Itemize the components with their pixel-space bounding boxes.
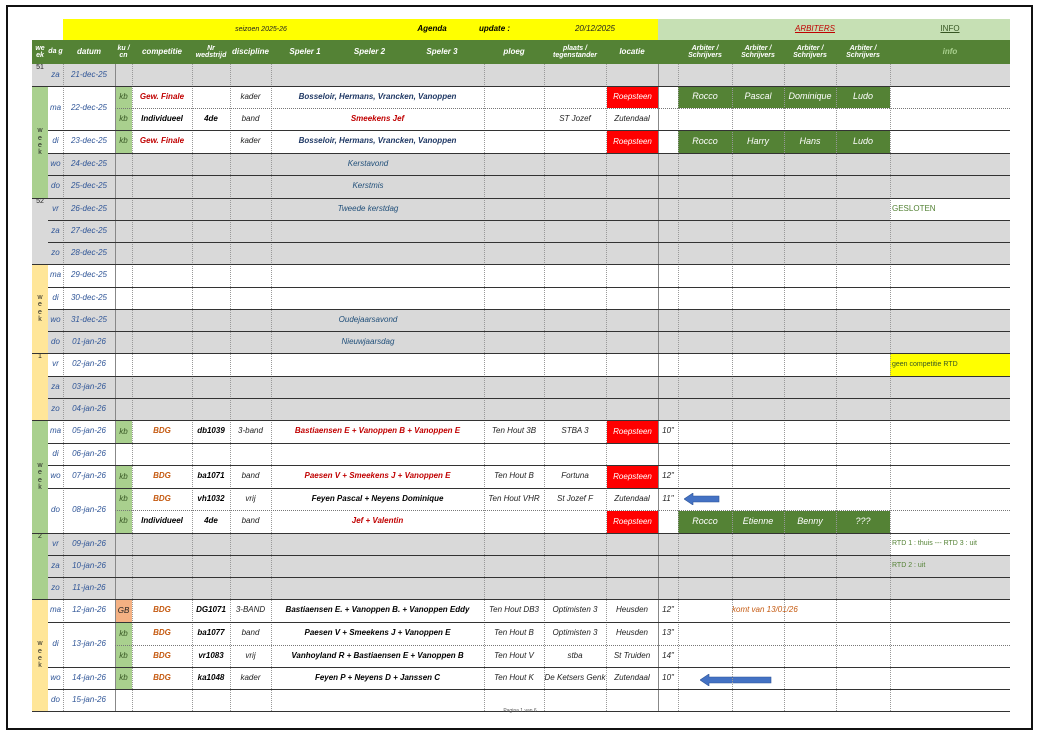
time-cell: 12" — [662, 471, 674, 481]
week-number: 52 — [32, 198, 48, 264]
arbiter-cell: Ludo — [836, 86, 890, 108]
grid-line — [544, 64, 545, 711]
competitie-cell: BDG — [153, 426, 171, 436]
week-label: w e e k — [32, 264, 48, 353]
info-title: INFO — [940, 23, 960, 33]
grid-line — [48, 130, 1010, 131]
location-cell: Roepsteen — [607, 466, 658, 488]
grid-line — [32, 533, 1010, 534]
players-cell: Paesen V + Smeekens J + Vanoppen E — [304, 628, 451, 638]
day-cell: vr — [52, 359, 59, 369]
nr-cell: vh1032 — [197, 493, 225, 503]
nr-cell: ba1071 — [197, 471, 225, 481]
day-cell: di — [52, 639, 59, 649]
grid-line — [32, 86, 1010, 87]
week-number: 51 — [32, 64, 48, 86]
discipline-cell: band — [241, 628, 260, 638]
discipline-cell: kader — [240, 91, 261, 101]
discipline-cell: band — [241, 113, 260, 123]
grid-line — [48, 309, 1010, 310]
arbiter-cell: Benny — [784, 511, 836, 533]
ku-cell: kb — [115, 86, 132, 108]
ku-cell: kb — [115, 488, 132, 510]
competitie-cell: BDG — [153, 650, 171, 660]
grid-line — [48, 220, 1010, 221]
date-cell: 27-dec-25 — [70, 225, 108, 235]
top-left-yellow — [63, 19, 115, 40]
info-cell: RTD 2 : uit — [892, 562, 926, 570]
col-arb-3: Arbiter / Schrijvers — [784, 40, 836, 64]
grid-line — [115, 108, 1010, 109]
day-cell: ma — [49, 605, 62, 615]
discipline-cell: band — [241, 516, 260, 526]
grid-line — [48, 376, 1010, 377]
ploeg-cell: Ten Hout B — [494, 471, 534, 481]
arrow-left-icon — [700, 674, 772, 686]
competitie-cell: Gew. Finale — [139, 136, 185, 146]
grid-line — [48, 555, 1010, 556]
info-cell: RTD 1 : thuis --- RTD 3 : uit — [892, 540, 977, 548]
location-cell: Roepsteen — [607, 421, 658, 443]
event-label: Nieuwjaarsdag — [341, 336, 395, 346]
week-number: 2 — [32, 533, 48, 599]
date-cell: 04-jan-26 — [72, 403, 106, 413]
competitie-cell: BDG — [153, 493, 171, 503]
week-number: 1 — [32, 353, 48, 420]
nr-cell: 4de — [204, 516, 218, 526]
arbiter-cell: Harry — [732, 131, 784, 153]
arbiter-cell: Rocco — [678, 86, 732, 108]
grid-line — [230, 64, 231, 711]
ku-cell: kb — [115, 421, 132, 443]
date-cell: 24-dec-25 — [70, 158, 108, 168]
date-cell: 06-jan-26 — [72, 448, 106, 458]
day-cell: vr — [52, 538, 59, 548]
week-label: w e e k — [32, 420, 48, 533]
date-cell: 25-dec-25 — [70, 181, 108, 191]
row-bg — [48, 198, 890, 264]
time-cell: 12" — [662, 605, 674, 615]
day-cell: vr — [52, 203, 59, 213]
date-cell: 15-jan-26 — [72, 694, 106, 704]
grid-line — [48, 622, 1010, 623]
grid-line — [115, 510, 1010, 511]
row-bg — [48, 533, 890, 555]
grid-line — [48, 488, 1010, 489]
plaats-cell: Optimisten 3 — [552, 605, 598, 615]
competitie-cell: BDG — [153, 471, 171, 481]
grid-line — [48, 689, 1010, 690]
plaats-cell: ST Jozef — [559, 113, 591, 123]
grid-line — [658, 64, 659, 711]
plaats-cell: Fortuna — [561, 471, 589, 481]
day-cell: ma — [49, 270, 62, 280]
page-footer: Pagina 1 van 6 — [503, 708, 537, 715]
col-datum: datum — [63, 40, 115, 64]
col-speler2: Speler 2 — [339, 40, 400, 64]
day-cell: zo — [51, 403, 60, 413]
date-cell: 05-jan-26 — [72, 426, 106, 436]
location-cell: St Truiden — [613, 650, 651, 660]
grid-line — [678, 64, 679, 711]
date-cell: 01-jan-26 — [72, 336, 106, 346]
players-cell: Bastiaensen E. + Vanoppen B. + Vanoppen Eddy — [285, 605, 470, 615]
col-time — [658, 40, 678, 64]
ploeg-cell: Ten Hout DB3 — [489, 605, 539, 615]
ku-cell: kb — [115, 668, 132, 689]
grid-line — [48, 153, 1010, 154]
week-label: w e e k — [32, 599, 48, 711]
time-cell: 10" — [662, 426, 674, 436]
arbiter-cell: Rocco — [678, 511, 732, 533]
date-cell: 12-jan-26 — [72, 605, 106, 615]
ku-cell: kb — [115, 510, 132, 533]
day-cell: di — [52, 292, 59, 302]
grid-line — [32, 353, 1010, 354]
ploeg-cell: Ten Hout V — [494, 650, 534, 660]
grid-line — [63, 64, 64, 711]
discipline-cell: band — [241, 471, 260, 481]
time-cell: 10" — [662, 672, 674, 682]
info-cell: geen competitie RTD — [890, 354, 1010, 376]
grid-line — [115, 64, 116, 711]
col-arb-1: Arbiter / Schrijvers — [678, 40, 732, 64]
day-cell: wo — [50, 471, 61, 481]
col-week: we ek — [32, 40, 48, 64]
arbiter-cell: ??? — [836, 511, 890, 533]
col-speler3: Speler 3 — [400, 40, 484, 64]
arbiter-cell: Dominique — [784, 86, 836, 108]
date-cell: 26-dec-25 — [70, 203, 108, 213]
grid-line — [48, 465, 1010, 466]
agenda-label: Agenda — [407, 19, 457, 40]
grid-line — [784, 64, 785, 711]
ku-cell: kb — [115, 623, 132, 645]
day-cell: do — [51, 336, 60, 346]
ku-cell: GB — [115, 600, 132, 622]
day-cell: do — [51, 505, 60, 515]
col-dag: da g — [48, 40, 63, 64]
date-cell: 29-dec-25 — [70, 270, 108, 280]
discipline-cell: kader — [240, 672, 261, 682]
day-cell: zo — [51, 247, 60, 257]
date-cell: 28-dec-25 — [70, 247, 108, 257]
grid-line — [192, 64, 193, 711]
discipline-cell: vrij — [245, 493, 256, 503]
nr-cell: db1039 — [197, 426, 225, 436]
location-cell: Heusden — [615, 605, 649, 615]
season-label: seizoen 2025-26 — [115, 19, 407, 40]
day-cell: di — [52, 448, 59, 458]
players-cell: Jef + Valentin — [351, 516, 404, 526]
location-cell: Heusden — [615, 628, 649, 638]
grid-line — [32, 599, 1010, 600]
grid-line — [48, 443, 1010, 444]
plaats-cell: De Ketsers Genk — [544, 672, 606, 682]
time-cell: 14" — [662, 650, 674, 660]
grid-line — [732, 64, 733, 711]
date-cell: 02-jan-26 — [72, 359, 106, 369]
date-cell: 03-jan-26 — [72, 381, 106, 391]
competitie-cell: BDG — [153, 605, 171, 615]
grid-line — [271, 64, 272, 711]
date-cell: 21-dec-25 — [70, 69, 108, 79]
day-cell: zo — [51, 582, 60, 592]
location-cell: Roepsteen — [607, 86, 658, 108]
grid-line — [48, 175, 1010, 176]
location-cell: Zutendaal — [614, 113, 650, 123]
plaats-cell: Optimisten 3 — [552, 628, 598, 638]
grid-line — [606, 64, 607, 711]
col-discipline: discipline — [230, 40, 271, 64]
players-cell: Vanhoyland R + Bastiaensen E + Vanoppen B — [291, 650, 464, 660]
day-cell: wo — [50, 314, 61, 324]
day-cell: ma — [49, 426, 62, 436]
col-nr: Nr wedstrijd — [192, 40, 230, 64]
day-cell: do — [51, 181, 60, 191]
ploeg-cell: Ten Hout VHR — [488, 493, 540, 503]
ku-cell: kb — [115, 645, 132, 667]
update-date: 20/12/2025 — [532, 19, 658, 40]
time-cell: 13" — [662, 628, 674, 638]
day-cell: za — [51, 69, 60, 79]
day-cell: wo — [50, 672, 61, 682]
col-speler1: Speler 1 — [271, 40, 339, 64]
arbiter-cell: Hans — [784, 131, 836, 153]
date-cell: 09-jan-26 — [72, 538, 106, 548]
event-label: Oudejaarsavond — [338, 314, 398, 324]
grid-line — [890, 64, 891, 711]
competitie-cell: BDG — [153, 672, 171, 682]
arrow-left-icon — [684, 493, 720, 505]
plaats-cell: St Jozef F — [556, 493, 593, 503]
arbiter-cell: Etienne — [732, 511, 784, 533]
grid-line — [115, 645, 1010, 646]
grid-line — [32, 198, 1010, 199]
plaats-cell: stba — [567, 650, 583, 660]
discipline-cell: kader — [240, 136, 261, 146]
date-cell: 23-dec-25 — [70, 136, 108, 146]
day-cell: za — [51, 225, 60, 235]
col-info: info — [890, 40, 1010, 64]
nr-cell: DG1071 — [196, 605, 226, 615]
ploeg-cell: Ten Hout B — [494, 628, 534, 638]
nr-cell: ka1048 — [197, 672, 225, 682]
date-cell: 30-dec-25 — [70, 292, 108, 302]
col-competitie: competitie — [132, 40, 192, 64]
nr-cell: vr1083 — [198, 650, 224, 660]
col-arb-2: Arbiter / Schrijvers — [732, 40, 784, 64]
day-cell: za — [51, 560, 60, 570]
event-label: Tweede kerstdag — [337, 203, 399, 213]
location-cell: Roepsteen — [607, 131, 658, 153]
grid-line — [48, 398, 1010, 399]
discipline-cell: vrij — [245, 650, 256, 660]
arbiter-cell: Rocco — [678, 131, 732, 153]
players-cell: Paesen V + Smeekens J + Vanoppen E — [304, 471, 451, 481]
ploeg-cell: Ten Hout K — [494, 672, 534, 682]
players-cell: Smeekens Jef — [350, 113, 405, 123]
week-label: w e e k — [32, 86, 48, 198]
event-label: Kerstavond — [347, 158, 389, 168]
day-cell: do — [51, 694, 60, 704]
grid-line — [484, 64, 485, 711]
nr-cell: 4de — [204, 113, 218, 123]
date-cell: 10-jan-26 — [72, 560, 106, 570]
competitie-cell: BDG — [153, 628, 171, 638]
ku-cell: kb — [115, 466, 132, 488]
grid-line — [836, 64, 837, 711]
grid-line — [32, 420, 1010, 421]
ku-cell: kb — [115, 130, 132, 153]
date-cell: 14-jan-26 — [72, 672, 106, 682]
location-cell: Zutendaal — [614, 672, 650, 682]
ku-cell: kb — [115, 108, 132, 130]
day-cell: wo — [50, 158, 61, 168]
day-cell: ma — [49, 102, 62, 112]
date-cell: 11-jan-26 — [72, 582, 106, 592]
players-cell: Bosseloir, Hermans, Vrancken, Vanoppen — [298, 136, 457, 146]
players-cell: Bastiaensen E + Vanoppen B + Vanoppen E — [294, 426, 461, 436]
grid-line — [32, 264, 1010, 265]
update-label: update : — [457, 19, 532, 40]
grid-line — [48, 667, 1010, 668]
grid-line — [48, 331, 1010, 332]
col-ku: ku / cn — [115, 40, 132, 64]
day-cell: za — [51, 381, 60, 391]
date-cell: 22-dec-25 — [70, 102, 108, 112]
col-ploeg: ploeg — [484, 40, 544, 64]
players-cell: Feyen P + Neyens D + Janssen C — [314, 672, 441, 682]
col-arb-4: Arbiter / Schrijvers — [836, 40, 890, 64]
date-cell: 08-jan-26 — [72, 505, 106, 515]
date-cell: 07-jan-26 — [72, 471, 106, 481]
nr-cell: ba1077 — [197, 628, 225, 638]
date-cell: 13-jan-26 — [72, 639, 106, 649]
col-plaats: plaats / tegenstander — [544, 40, 606, 64]
grid-line — [48, 242, 1010, 243]
competitie-cell: Gew. Finale — [139, 91, 185, 101]
competitie-cell: Individueel — [141, 113, 183, 123]
grid-line — [48, 287, 1010, 288]
players-cell: Bosseloir, Hermans, Vrancken, Vanoppen — [298, 91, 457, 101]
grid-line — [48, 577, 1010, 578]
location-cell: Zutendaal — [614, 493, 650, 503]
competitie-cell: Individueel — [141, 516, 183, 526]
location-cell: Roepsteen — [607, 511, 658, 533]
discipline-cell: 3-BAND — [235, 605, 266, 615]
grid-line — [132, 64, 133, 711]
plaats-cell: STBA 3 — [561, 426, 589, 436]
day-cell: di — [52, 136, 59, 146]
event-label: Kerstmis — [352, 181, 384, 191]
time-cell: 11" — [662, 493, 674, 503]
date-cell: 31-dec-25 — [70, 314, 108, 324]
info-cell: GESLOTEN — [892, 203, 936, 213]
col-locatie: locatie — [606, 40, 658, 64]
arbiter-cell: Ludo — [836, 131, 890, 153]
arbiter-cell: Pascal — [732, 86, 784, 108]
discipline-cell: 3-band — [238, 426, 263, 436]
arbiters-title: ARBITERS — [794, 23, 835, 33]
players-cell: Feyen Pascal + Neyens Dominique — [311, 493, 444, 503]
ploeg-cell: Ten Hout 3B — [491, 426, 537, 436]
note-cell: komt van 13/01/26 — [732, 605, 798, 615]
